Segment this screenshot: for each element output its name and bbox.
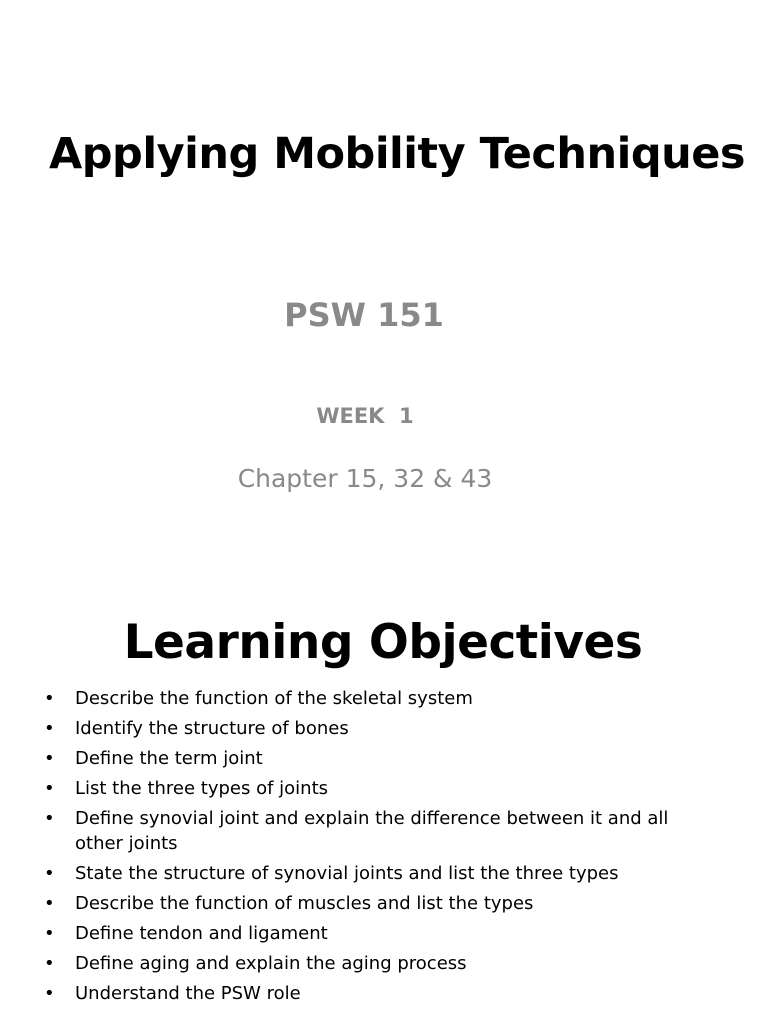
- list-item: [0, 951, 768, 976]
- list-item-text: Define synovial joint and explain the difference between it and all other joints: [75, 808, 669, 854]
- bullet-icon: •: [44, 893, 55, 914]
- list-item-text: Describe the function of muscles and list the types: [75, 893, 534, 914]
- objectives-title: Learning Objectives: [123, 615, 643, 670]
- week-label: WEEK 1: [316, 404, 414, 428]
- bullet-icon: •: [44, 748, 55, 769]
- list-item: [0, 891, 768, 916]
- slide-title: Applying Mobility Techniques: [49, 129, 745, 179]
- list-item: [0, 861, 768, 886]
- objectives-list: [0, 686, 768, 1011]
- list-item-text: State the structure of synovial joints and list the three types: [75, 863, 619, 884]
- course-code: PSW 151: [284, 296, 444, 334]
- bullet-icon: •: [44, 953, 55, 974]
- list-item-text: Define tendon and ligament: [75, 923, 328, 944]
- bullet-icon: •: [44, 688, 55, 709]
- list-item-text: Describe the function of the skeletal system: [75, 688, 473, 709]
- learning-objectives-slide: [0, 576, 768, 1024]
- list-item: [0, 981, 768, 1006]
- list-item: [0, 776, 768, 801]
- list-item: [0, 746, 768, 771]
- list-item-text: List the three types of joints: [75, 778, 329, 799]
- bullet-icon: •: [44, 808, 55, 829]
- list-item: [0, 806, 768, 856]
- bullet-icon: •: [44, 863, 55, 884]
- list-item: [0, 921, 768, 946]
- bullet-icon: •: [44, 923, 55, 944]
- list-item: [0, 686, 768, 711]
- list-item-text: Understand the PSW role: [75, 983, 301, 1004]
- bullet-icon: •: [44, 778, 55, 799]
- list-item-text: Define the term joint: [75, 748, 263, 769]
- bullet-icon: •: [44, 983, 55, 1004]
- list-item: [0, 716, 768, 741]
- chapters-label: Chapter 15, 32 & 43: [237, 464, 493, 493]
- bullet-icon: •: [44, 718, 55, 739]
- list-item-text: Identify the structure of bones: [75, 718, 349, 739]
- list-item-text: Define aging and explain the aging process: [75, 953, 467, 974]
